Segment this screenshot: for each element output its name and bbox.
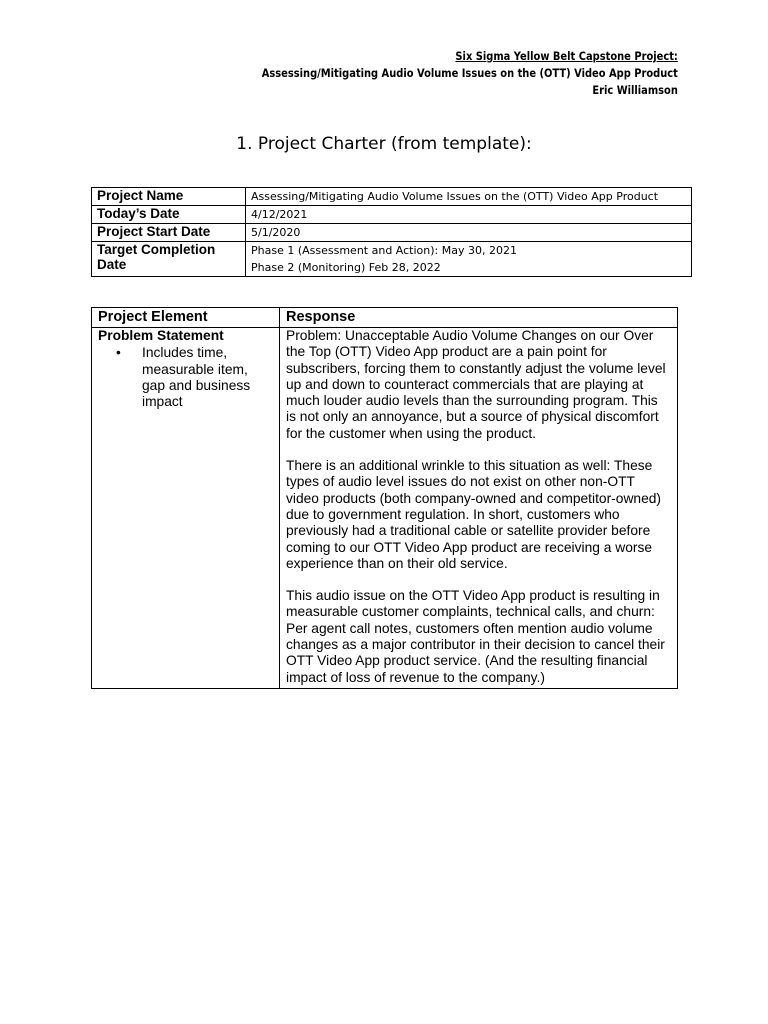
table-row: [92, 188, 692, 206]
bullet-dot-icon: •: [116, 345, 121, 361]
row-value-project-name: Assessing/Mitigating Audio Volume Issues on the (OTT) Video App Product: [246, 188, 692, 206]
phase-2-date: Phase 2 (Monitoring) Feb 28, 2022: [251, 261, 441, 274]
phase-1-date: Phase 1 (Assessment and Action): May 30, 2021: [251, 244, 517, 257]
element-cell: [92, 328, 280, 689]
table-row: [92, 328, 678, 689]
response-paragraph: This audio issue on the OTT Video App product is resulting in measurable customer complaints, technical calls, and churn: Per agent call notes, customers often mention audio volume changes as a major contributor in their decision to cancel their OTT Video App product service. (And the resulting financial impact of loss of revenue to the company.): [286, 588, 665, 685]
row-label-todays-date: Today’s Date: [92, 206, 246, 224]
row-value-start-date: 5/1/2020: [246, 224, 692, 242]
row-value-target-completion: [246, 242, 692, 277]
row-value-todays-date: 4/12/2021: [246, 206, 692, 224]
table-row: [92, 206, 692, 224]
section-title: 1. Project Charter (from template):: [236, 134, 532, 154]
element-title: Problem Statement: [98, 328, 224, 343]
header-author: Eric Williamson: [592, 83, 678, 97]
header-project-title: Assessing/Mitigating Audio Volume Issues on the (OTT) Video App Product: [261, 66, 678, 80]
table-row: [92, 242, 692, 277]
response-cell: [280, 328, 678, 689]
bullet-text: Includes time, measurable item, gap and business impact: [142, 345, 251, 410]
row-label-start-date: Project Start Date: [92, 224, 246, 242]
row-label-target-completion: Target Completion Date: [92, 242, 246, 277]
column-header-response: Response: [280, 308, 678, 328]
response-paragraph: Problem: Unacceptable Audio Volume Changes on our Over the Top (OTT) Video App product are a pain point for subscribers, forcing them to constantly adjust the volume level up and down to counteract commercials that are playing at much louder audio levels than the surrounding program. This is not only an annoyance, but a source of physical discomfort for the customer when using the product.: [286, 328, 666, 441]
project-elements-table: [91, 307, 678, 689]
header-project-type: Six Sigma Yellow Belt Capstone Project:: [455, 49, 678, 63]
table-row: [92, 224, 692, 242]
table-header-row: [92, 308, 678, 328]
column-header-element: Project Element: [92, 308, 280, 328]
row-label-project-name: Project Name: [92, 188, 246, 206]
response-paragraph: There is an additional wrinkle to this situation as well: These types of audio level issues do not exist on other non-OTT video products (both company-owned and competitor-owned) due to government regulation. In short, customers who previously had a traditional cable or satellite provider before coming to our OTT Video App product are receiving a worse experience than on their old service.: [286, 458, 662, 571]
document-header: [262, 48, 678, 99]
project-charter-table: [91, 187, 692, 277]
element-bullet: [116, 345, 273, 410]
